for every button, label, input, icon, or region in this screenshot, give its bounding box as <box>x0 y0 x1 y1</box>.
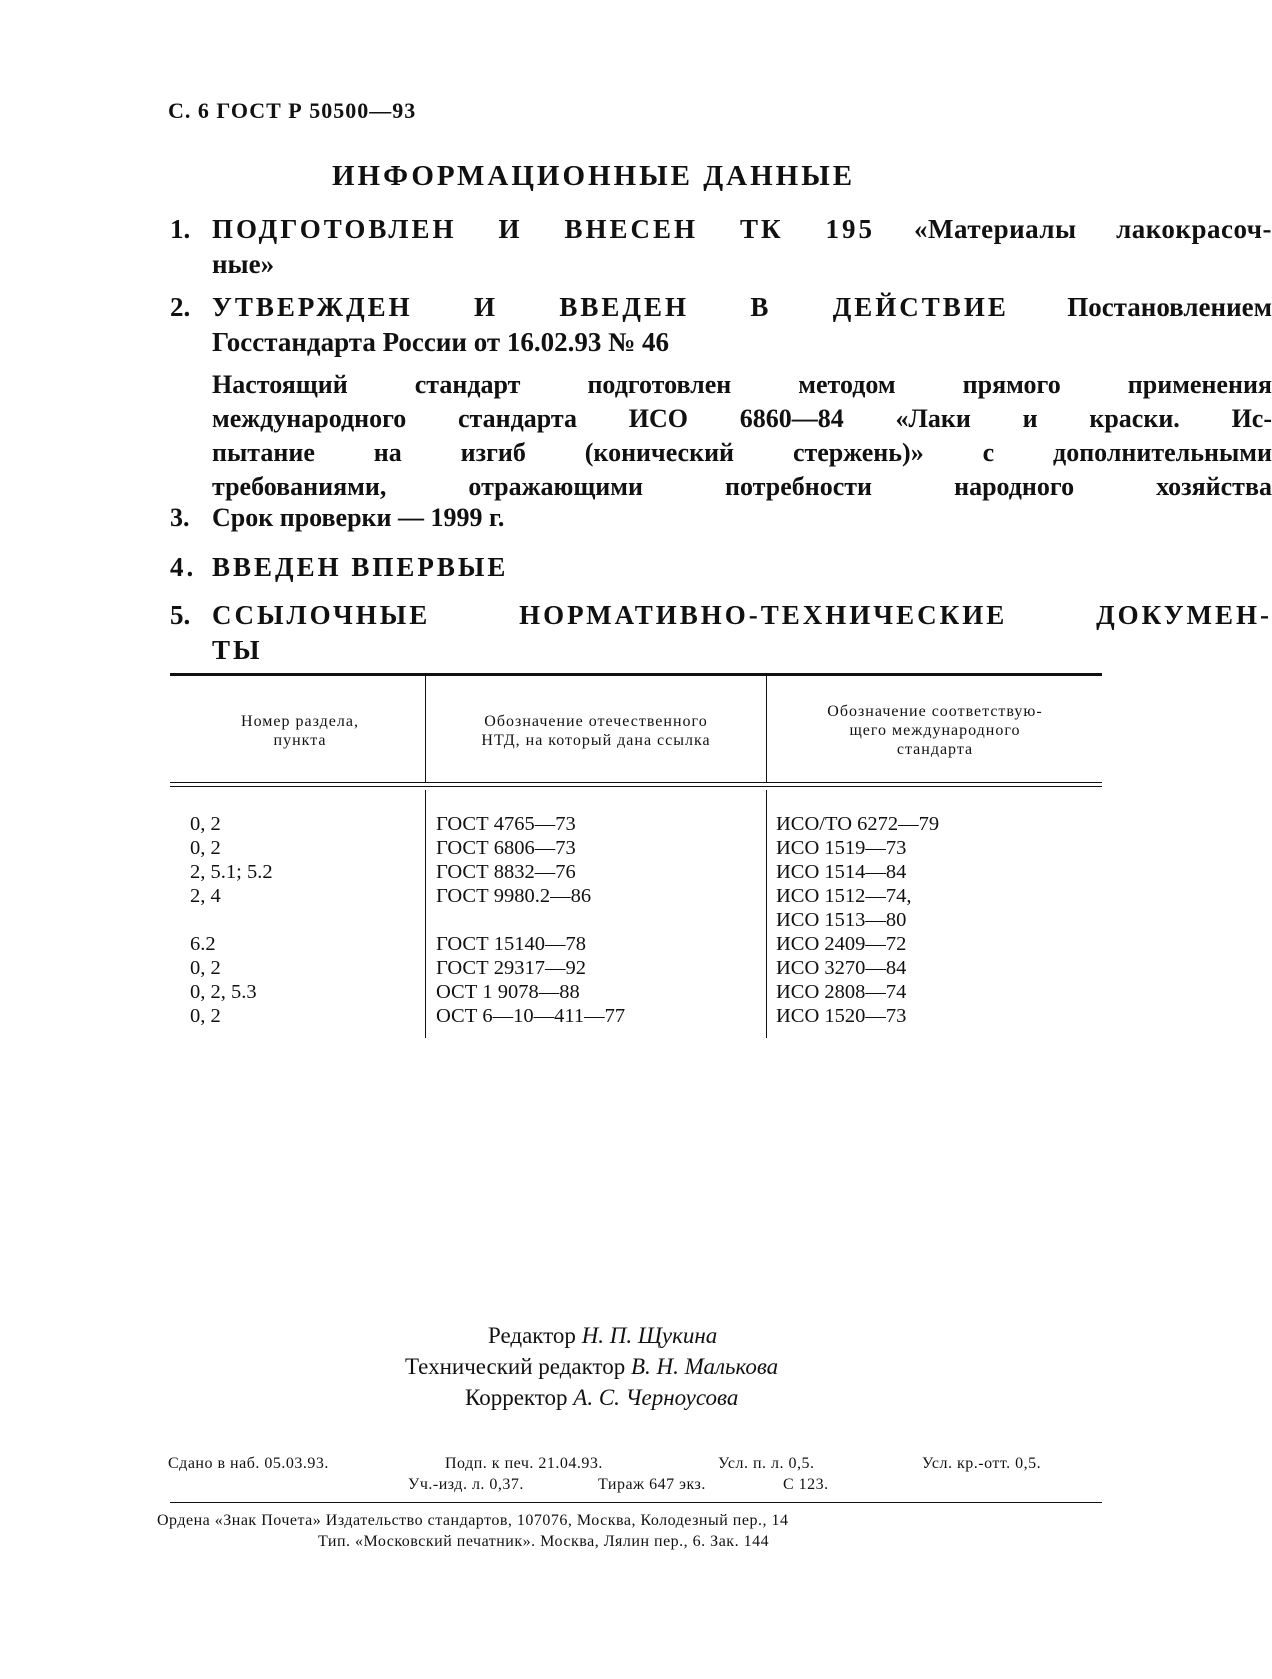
editor-name: Н. П. Щукина <box>581 1323 718 1348</box>
table-cell: ОСТ 1 9078—88 <box>436 981 580 1003</box>
table-header-rule <box>170 786 1102 787</box>
table-cell <box>190 908 273 932</box>
table-cell: ИСО 1520—73 <box>776 1005 907 1027</box>
item-number: 5. <box>170 600 191 630</box>
table-cell: 2, 5.1; 5.2 <box>190 861 273 883</box>
item-2-caps: УТВЕРЖДЕН И ВВЕДЕН В ДЕЙСТВИЕ <box>212 292 1009 322</box>
item-2-line-1 <box>212 290 1272 325</box>
table-body-divider <box>766 790 767 1038</box>
table-cell: ИСО 1512—74, <box>776 885 912 907</box>
corrector-name: А. С. Черноусова <box>573 1385 739 1410</box>
standard-note <box>212 368 1272 504</box>
page-header: С. 6 ГОСТ Р 50500—93 <box>168 98 417 123</box>
imprint-printer: Тип. «Московский печатник». Москва, Лялин пер., 6. Зак. 144 <box>318 1533 770 1550</box>
item-4-text: ВВЕДЕН ВПЕРВЫЕ <box>212 552 509 582</box>
imprint-l2c: С 123. <box>783 1476 829 1493</box>
imprint-publisher: Ордена «Знак Почета» Издательство стандартов, 107076, Москва, Колодезный пер., 14 <box>157 1512 789 1529</box>
table-body-divider <box>425 790 426 1038</box>
credit-corrector: Корректор А. С. Черноусова <box>465 1385 739 1410</box>
imprint-l2b: Тираж 647 экз. <box>598 1476 706 1493</box>
table-cell: ГОСТ 6806—73 <box>436 837 576 859</box>
item-number: 4. <box>170 552 197 582</box>
imprint-rule <box>170 1502 1102 1503</box>
tech-editor-name: В. Н. Малькова <box>630 1354 779 1379</box>
table-cell: ИСО/ТО 6272—79 <box>776 813 940 835</box>
table-cell: 0, 2 <box>190 1005 221 1027</box>
table-cell: ГОСТ 15140—78 <box>436 933 586 955</box>
credit-editor: Редактор Н. П. Щукина <box>488 1323 718 1348</box>
table-column-national <box>436 812 625 1028</box>
table-header-section: Номер раздела, пункта <box>241 713 359 749</box>
table-column-section <box>190 812 273 1028</box>
imprint-l2a: Уч.-изд. л. 0,37. <box>408 1476 524 1493</box>
table-top-rule <box>170 673 1102 676</box>
item-5-line-2: ТЫ <box>212 635 263 665</box>
item-1-line-1 <box>212 212 1272 247</box>
item-5-line-1: ССЫЛОЧНЫЕ НОРМАТИВНО-ТЕХНИЧЕСКИЕ ДОКУМЕН- <box>212 600 1272 630</box>
table-cell: ИСО 1514—84 <box>776 861 907 883</box>
item-2-line-2: Госстандарта России от 16.02.93 № 46 <box>212 327 670 357</box>
table-cell: 0, 2 <box>190 837 221 859</box>
item-1-line-2: ные» <box>212 249 275 279</box>
imprint-l1d: Усл. кр.-отт. 0,5. <box>922 1455 1042 1472</box>
note-line: пытание на изгиб (конический стержень)» с дополнительными <box>212 438 1272 467</box>
table-cell: ГОСТ 29317—92 <box>436 957 586 979</box>
credit-tech-editor: Технический редактор В. Н. Малькова <box>405 1354 779 1379</box>
table-header-rule <box>170 782 1102 783</box>
table-cell: 0, 2 <box>190 957 221 979</box>
imprint-l1b: Подп. к печ. 21.04.93. <box>445 1455 603 1472</box>
table-cell: ГОСТ 9980.2—86 <box>436 885 592 907</box>
page-title: ИНФОРМАЦИОННЫЕ ДАННЫЕ <box>331 160 856 192</box>
table-header-divider <box>425 676 426 782</box>
table-cell <box>436 908 625 932</box>
item-2-rest: Постановлением <box>1067 292 1272 322</box>
table-cell: 0, 2 <box>190 813 221 835</box>
table-cell: ИСО 3270—84 <box>776 957 907 979</box>
item-1-rest: «Материалы лакокрасоч- <box>914 214 1272 244</box>
table-cell: ИСО 2409—72 <box>776 933 907 955</box>
table-cell: 2, 4 <box>190 885 221 907</box>
table-cell: ИСО 1519—73 <box>776 837 907 859</box>
item-number: 3. <box>170 503 190 532</box>
item-number: 2. <box>170 292 191 322</box>
note-line: требованиями, отражающими потребности народного хозяйства <box>212 472 1272 501</box>
table-cell: ИСО 2808—74 <box>776 981 907 1003</box>
table-header-international: Обозначение соответствую- щего международного стандарта <box>827 703 1043 758</box>
item-number: 1. <box>170 214 191 244</box>
table-header-divider <box>766 676 767 782</box>
note-line: Настоящий стандарт подготовлен методом прямого применения <box>212 370 1272 399</box>
table-cell: ОСТ 6—10—411—77 <box>436 1005 626 1027</box>
table-cell: 6.2 <box>190 933 216 955</box>
table-header-national: Обозначение отечественного НТД, на который дана ссылка <box>481 713 711 749</box>
item-1-caps: ПОДГОТОВЛЕН И ВНЕСЕН ТК 195 <box>212 214 876 244</box>
note-line: международного стандарта ИСО 6860—84 «Лаки и краски. Ис- <box>212 404 1272 433</box>
table-cell: ИСО 1513—80 <box>776 909 907 931</box>
table-cell: 0, 2, 5.3 <box>190 981 257 1003</box>
item-3-text: Срок проверки — 1999 г. <box>212 503 505 532</box>
table-cell: ГОСТ 8832—76 <box>436 861 576 883</box>
imprint-l1c: Усл. п. л. 0,5. <box>718 1455 815 1472</box>
imprint-l1a: Сдано в наб. 05.03.93. <box>168 1455 329 1472</box>
table-cell: ГОСТ 4765—73 <box>436 813 576 835</box>
table-column-international <box>776 812 939 1028</box>
